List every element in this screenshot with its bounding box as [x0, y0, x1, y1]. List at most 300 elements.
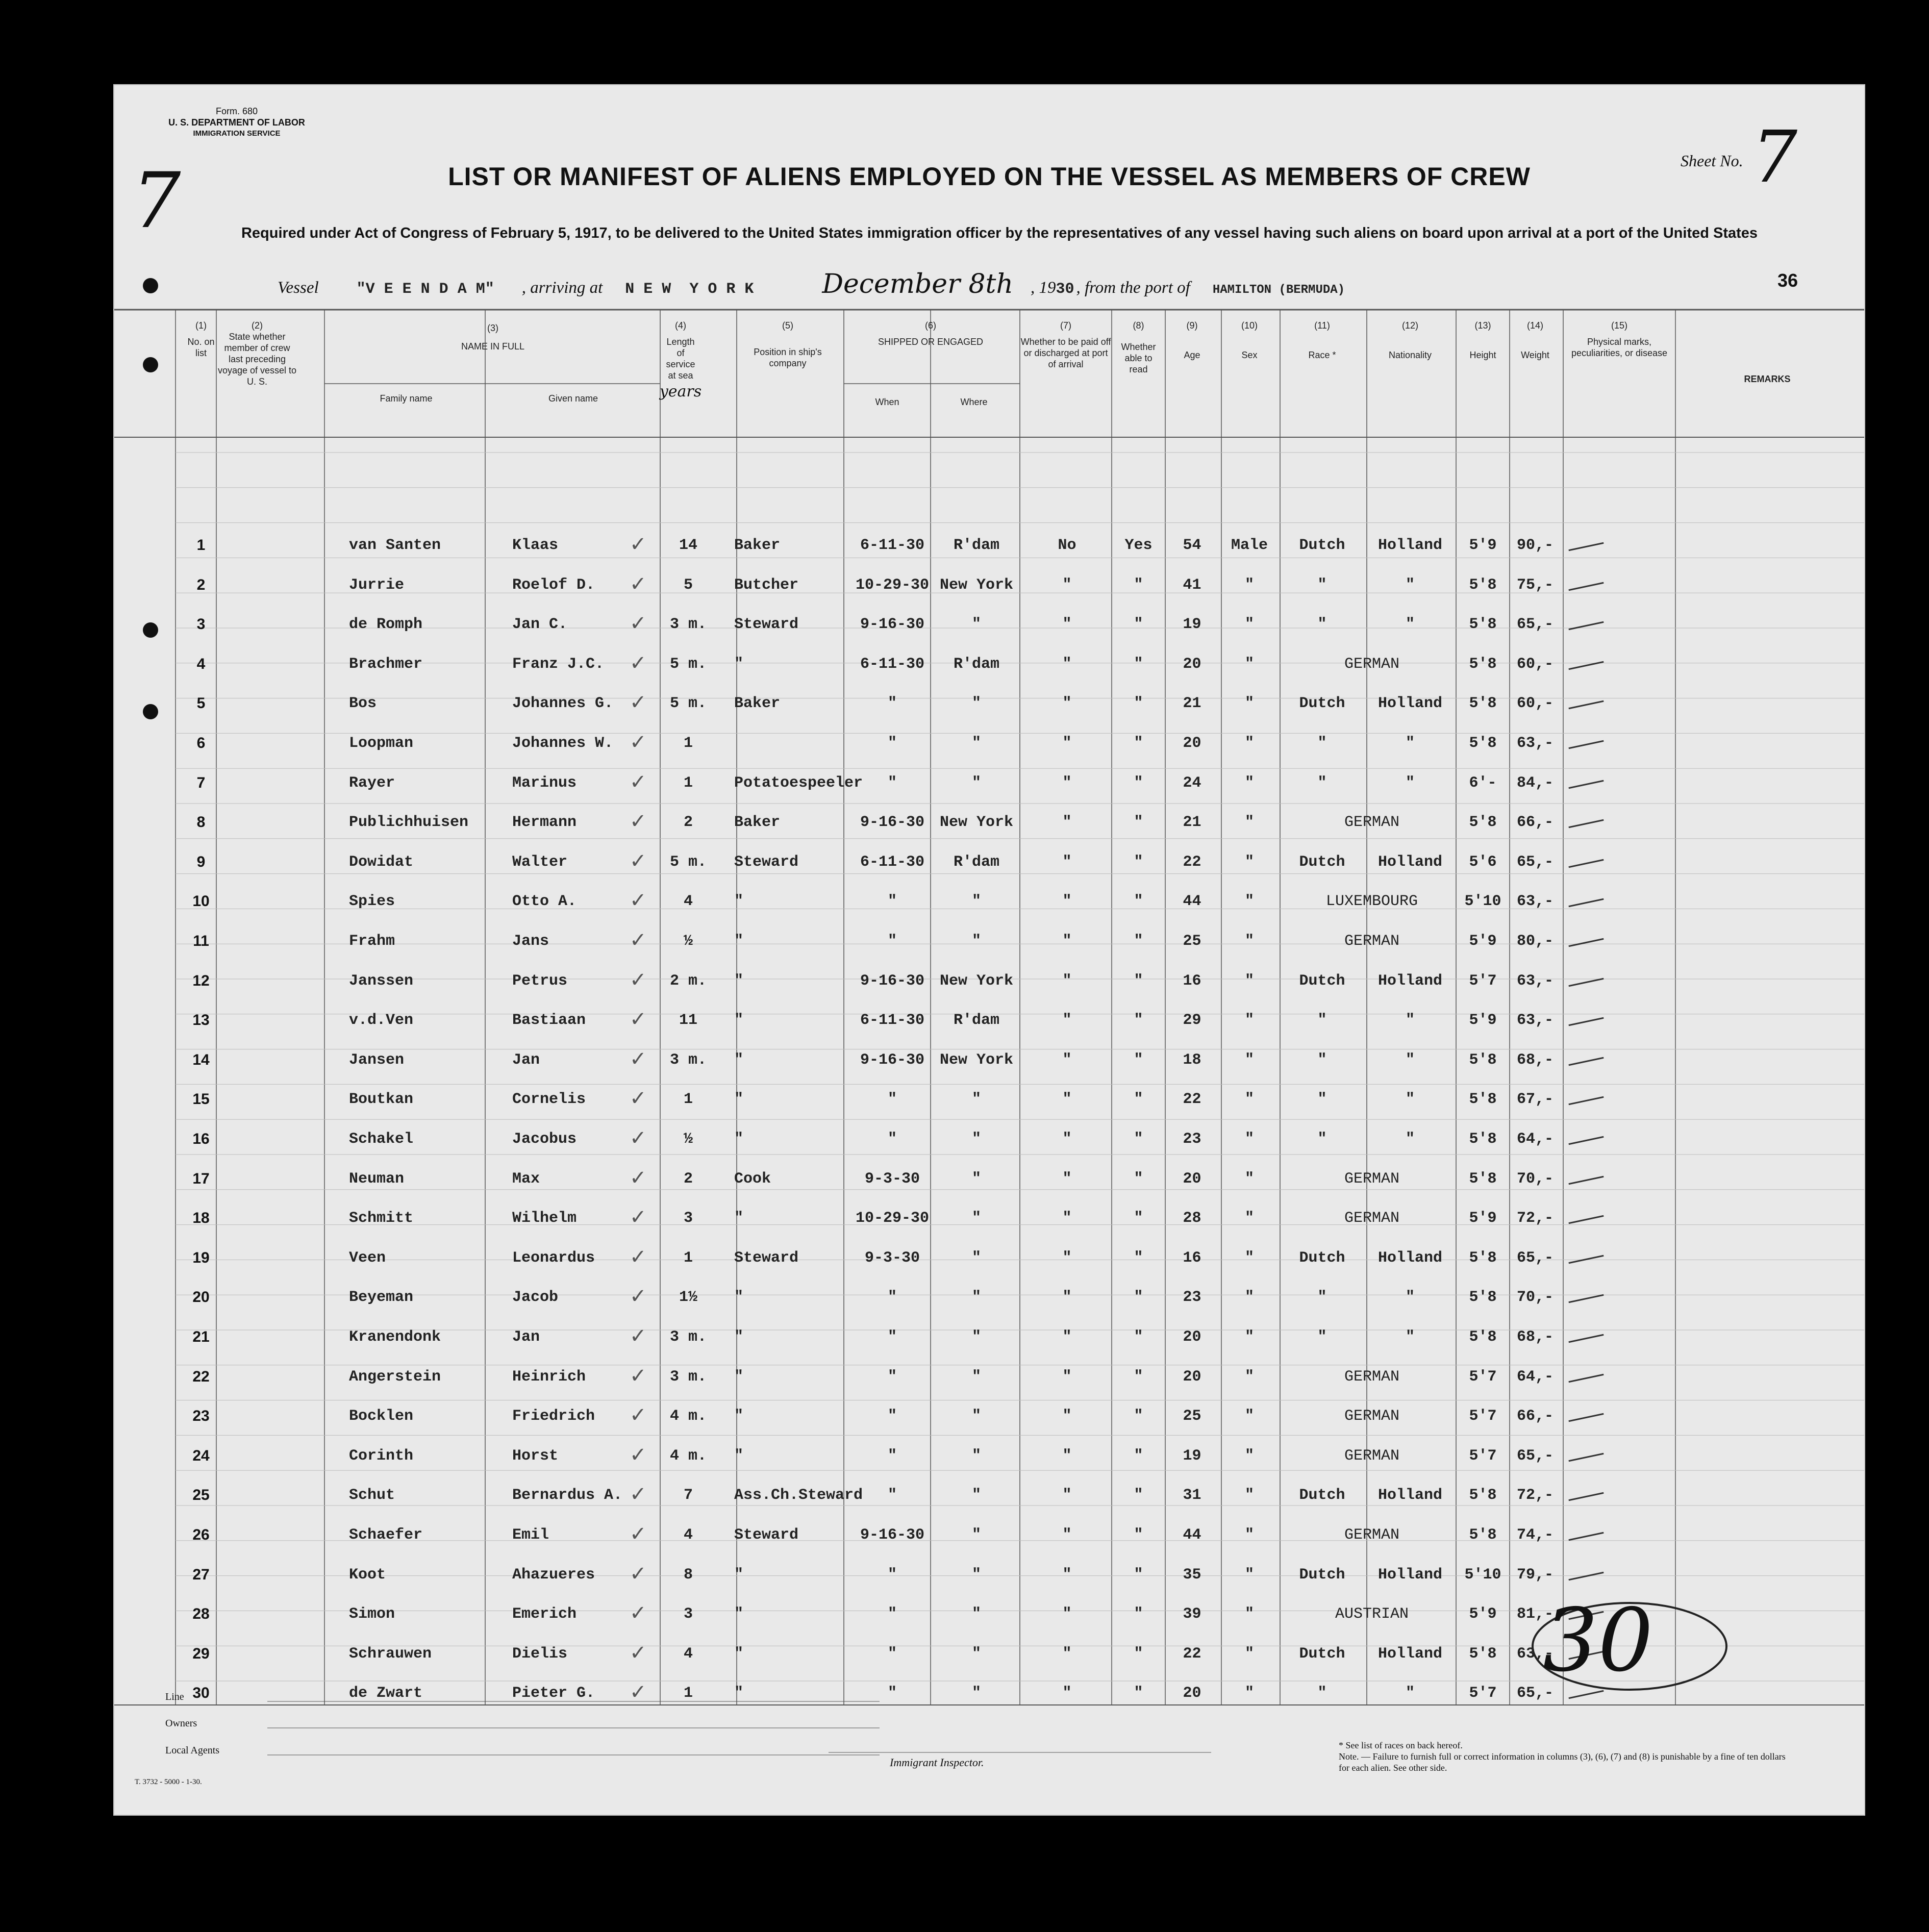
- service-length-cell: 5 m.: [669, 695, 707, 713]
- age-cell: 23: [1183, 1289, 1201, 1307]
- footnote-races: * See list of races on back hereof.: [1339, 1740, 1463, 1750]
- physical-marks-dash-icon: [1568, 1215, 1604, 1224]
- from-label: , from the port of: [1076, 279, 1190, 297]
- position-cell: Steward: [734, 1526, 799, 1544]
- race-cell: GERMAN: [1344, 933, 1400, 950]
- shipped-when-cell: ": [887, 1487, 897, 1504]
- position-cell: Steward: [734, 853, 799, 871]
- col15-label: Physical marks, peculiarities, or disease: [1571, 337, 1668, 358]
- sex-cell: ": [1244, 1447, 1254, 1465]
- nationality-cell: ": [1405, 1091, 1415, 1109]
- able-to-read-cell: ": [1134, 1408, 1143, 1425]
- check-mark-icon: ✓: [630, 889, 647, 913]
- table-row: [114, 1285, 1864, 1319]
- nationality-cell: ": [1405, 576, 1415, 594]
- position-cell: ": [734, 655, 744, 673]
- given-name-cell: Emerich: [512, 1605, 577, 1623]
- paid-off-cell: ": [1062, 972, 1072, 990]
- check-mark-icon: ✓: [630, 1206, 647, 1230]
- table-row: [114, 1324, 1864, 1359]
- service-length-cell: 3: [683, 1605, 693, 1623]
- physical-marks-dash-icon: [1568, 1373, 1604, 1382]
- row-number: 5: [196, 695, 206, 712]
- able-to-read-cell: ": [1134, 1566, 1143, 1584]
- sex-cell: ": [1244, 1408, 1254, 1425]
- race-cell: GERMAN: [1344, 1210, 1400, 1227]
- nationality-cell: ": [1405, 616, 1415, 634]
- weight-cell: 63,-: [1516, 1012, 1554, 1030]
- form-number: Form. 680: [215, 106, 258, 116]
- weight-cell: 68,-: [1516, 1328, 1554, 1346]
- height-cell: 5'8: [1469, 1051, 1497, 1069]
- col6-label: SHIPPED OR ENGAGED: [878, 337, 984, 347]
- col10-number: (10): [1241, 320, 1258, 331]
- page-title: LIST OR MANIFEST OF ALIENS EMPLOYED ON THE VESSEL AS MEMBERS OF CREW: [448, 162, 1531, 191]
- shipped-when-cell: ": [887, 1131, 897, 1148]
- age-cell: 23: [1183, 1131, 1201, 1148]
- physical-marks-dash-icon: [1568, 582, 1604, 590]
- paid-off-cell: ": [1062, 1249, 1072, 1267]
- family-name-cell: Brachmer: [349, 655, 423, 673]
- col5-number: (5): [782, 320, 793, 331]
- race-cell: GERMAN: [1344, 1526, 1400, 1544]
- row-number: 7: [196, 774, 206, 791]
- physical-marks-dash-icon: [1568, 1294, 1604, 1303]
- family-name-cell: v.d.Ven: [349, 1012, 414, 1030]
- row-number: 25: [192, 1487, 210, 1504]
- check-mark-icon: ✓: [630, 612, 647, 636]
- family-name-cell: Boutkan: [349, 1091, 414, 1109]
- age-cell: 22: [1183, 853, 1201, 871]
- height-cell: 5'10: [1464, 893, 1501, 911]
- physical-marks-dash-icon: [1568, 1690, 1604, 1699]
- weight-cell: 60,-: [1516, 695, 1554, 713]
- family-name-cell: Schaefer: [349, 1526, 423, 1544]
- paid-off-cell: ": [1062, 1328, 1072, 1346]
- service-length-cell: 3 m.: [669, 616, 707, 634]
- height-cell: 5'6: [1469, 853, 1497, 871]
- given-name-cell: Otto A.: [512, 893, 577, 911]
- check-mark-icon: ✓: [630, 1403, 647, 1427]
- weight-cell: 70,-: [1516, 1289, 1554, 1307]
- check-mark-icon: ✓: [630, 1522, 647, 1546]
- paid-off-cell: ": [1062, 1408, 1072, 1425]
- weight-cell: 80,-: [1516, 933, 1554, 950]
- family-name-cell: Koot: [349, 1566, 386, 1584]
- shipped-where-cell: ": [971, 933, 981, 950]
- col3-family-header: Family name: [380, 393, 433, 404]
- table-row: [114, 1364, 1864, 1399]
- height-cell: 5'8: [1469, 1328, 1497, 1346]
- age-cell: 25: [1183, 1408, 1201, 1425]
- shipped-where-cell: ": [971, 1289, 981, 1307]
- weight-cell: 63,-: [1516, 893, 1554, 911]
- col11-number: (11): [1314, 320, 1330, 331]
- row-number: 4: [196, 655, 206, 672]
- shipped-when-cell: ": [887, 1605, 897, 1623]
- sheet-number: 7: [1752, 116, 1798, 199]
- race-cell: ": [1317, 1091, 1327, 1109]
- position-cell: Steward: [734, 1249, 799, 1267]
- physical-marks-dash-icon: [1568, 977, 1604, 986]
- able-to-read-cell: ": [1134, 933, 1143, 950]
- paid-off-cell: ": [1062, 1012, 1072, 1030]
- position-cell: ": [734, 1566, 744, 1584]
- shipped-where-cell: ": [971, 1566, 981, 1584]
- able-to-read-cell: ": [1134, 1526, 1143, 1544]
- race-cell: GERMAN: [1344, 1170, 1400, 1188]
- sex-cell: ": [1244, 853, 1254, 871]
- weight-cell: 65,-: [1516, 616, 1554, 634]
- weight-cell: 64,-: [1516, 1131, 1554, 1148]
- position-cell: ": [734, 1447, 744, 1465]
- shipped-where-cell: ": [971, 1645, 981, 1663]
- nationality-cell: Holland: [1377, 972, 1443, 990]
- nationality-cell: ": [1405, 1289, 1415, 1307]
- paid-off-cell: ": [1062, 814, 1072, 832]
- given-name-cell: Jans: [512, 933, 549, 950]
- given-name-cell: Max: [512, 1170, 540, 1188]
- given-name-cell: Johannes W.: [512, 735, 614, 752]
- given-name-cell: Cornelis: [512, 1091, 586, 1109]
- age-cell: 16: [1183, 972, 1201, 990]
- nationality-cell: ": [1405, 774, 1415, 792]
- arrival-port: N E W Y O R K: [625, 281, 754, 298]
- table-row: [114, 1126, 1864, 1161]
- check-mark-icon: ✓: [630, 1483, 647, 1507]
- check-mark-icon: ✓: [630, 810, 647, 834]
- position-cell: Ass.Ch.Steward: [734, 1487, 863, 1504]
- position-cell: Cook: [734, 1170, 771, 1188]
- able-to-read-cell: ": [1134, 1012, 1143, 1030]
- footnote: [1339, 1740, 1798, 1773]
- weight-cell: 65,-: [1516, 1685, 1554, 1702]
- position-cell: ": [734, 972, 744, 990]
- sex-cell: ": [1244, 1249, 1254, 1267]
- table-row: [114, 1403, 1864, 1438]
- row-number: 23: [192, 1408, 210, 1425]
- given-name-cell: Jan C.: [512, 616, 568, 634]
- sex-cell: ": [1244, 1170, 1254, 1188]
- row-number: 8: [196, 814, 206, 831]
- page-number: 36: [1777, 270, 1798, 291]
- col3-number: (3): [487, 323, 498, 333]
- height-cell: 5'8: [1469, 1487, 1497, 1504]
- check-mark-icon: ✓: [630, 1364, 647, 1388]
- height-cell: 5'8: [1469, 735, 1497, 752]
- table-row: [114, 651, 1864, 686]
- family-name-cell: Schmitt: [349, 1210, 414, 1227]
- able-to-read-cell: ": [1134, 1645, 1143, 1663]
- given-name-cell: Heinrich: [512, 1368, 586, 1386]
- height-cell: 5'9: [1469, 1605, 1497, 1623]
- shipped-when-cell: ": [887, 1091, 897, 1109]
- weight-cell: 72,-: [1516, 1487, 1554, 1504]
- footer-agents-label: Local Agents: [165, 1745, 220, 1756]
- given-name-cell: Bernardus A.: [512, 1487, 623, 1504]
- height-cell: 5'8: [1469, 655, 1497, 673]
- row-number: 17: [192, 1170, 210, 1187]
- table-row: [114, 810, 1864, 844]
- age-cell: 19: [1183, 616, 1201, 634]
- physical-marks-dash-icon: [1568, 898, 1604, 907]
- check-mark-icon: ✓: [630, 968, 647, 992]
- able-to-read-cell: ": [1134, 1289, 1143, 1307]
- height-cell: 5'8: [1469, 1170, 1497, 1188]
- height-cell: 5'8: [1469, 814, 1497, 832]
- shipped-when-cell: ": [887, 893, 897, 911]
- able-to-read-cell: ": [1134, 616, 1143, 634]
- race-cell: Dutch: [1299, 1487, 1345, 1504]
- sex-cell: ": [1244, 655, 1254, 673]
- paid-off-cell: ": [1062, 576, 1072, 594]
- sex-cell: ": [1244, 814, 1254, 832]
- age-cell: 20: [1183, 1328, 1201, 1346]
- able-to-read-cell: ": [1134, 1487, 1143, 1504]
- position-cell: ": [734, 1368, 744, 1386]
- position-cell: ": [734, 933, 744, 950]
- row-number: 13: [192, 1012, 210, 1029]
- position-cell: ": [734, 1605, 744, 1623]
- position-cell: ": [734, 1012, 744, 1030]
- height-cell: 5'9: [1469, 1012, 1497, 1030]
- shipped-when-cell: 9-3-30: [864, 1249, 920, 1267]
- sex-cell: ": [1244, 1210, 1254, 1227]
- requirement-text: Required under Act of Congress of February 5, 1917, to be delivered to the United States immigration officer by the representatives of any vessel having such aliens on board upon arrival at a port of the United States: [241, 225, 1758, 241]
- race-cell: GERMAN: [1344, 655, 1400, 673]
- paid-off-cell: ": [1062, 1210, 1072, 1227]
- check-mark-icon: ✓: [630, 1562, 647, 1586]
- row-number: 19: [192, 1249, 210, 1266]
- age-cell: 41: [1183, 576, 1201, 594]
- height-cell: 5'9: [1469, 537, 1497, 554]
- sex-cell: ": [1244, 616, 1254, 634]
- able-to-read-cell: ": [1134, 735, 1143, 752]
- height-cell: 5'8: [1469, 1645, 1497, 1663]
- sex-cell: ": [1244, 774, 1254, 792]
- age-cell: 16: [1183, 1249, 1201, 1267]
- height-cell: 5'7: [1469, 972, 1497, 990]
- service-length-cell: 3: [683, 1210, 693, 1227]
- shipped-when-cell: 9-3-30: [864, 1170, 920, 1188]
- table-row: [114, 1483, 1864, 1517]
- shipped-where-cell: ": [971, 1605, 981, 1623]
- col13-label: Height: [1469, 350, 1496, 360]
- physical-marks-dash-icon: [1568, 661, 1604, 670]
- age-cell: 39: [1183, 1605, 1201, 1623]
- service-length-cell: 3 m.: [669, 1328, 707, 1346]
- paid-off-cell: ": [1062, 893, 1072, 911]
- col6-number: (6): [925, 320, 936, 331]
- position-cell: Baker: [734, 537, 781, 554]
- given-name-cell: Jan: [512, 1051, 540, 1069]
- shipped-where-cell: New York: [939, 972, 1014, 990]
- race-cell: Dutch: [1299, 1566, 1345, 1584]
- race-cell: ": [1317, 1131, 1327, 1148]
- table-row: [114, 1443, 1864, 1478]
- check-mark-icon: ✓: [630, 533, 647, 556]
- sex-cell: ": [1244, 1487, 1254, 1504]
- row-number: 15: [192, 1091, 210, 1108]
- race-cell: ": [1317, 774, 1327, 792]
- paid-off-cell: ": [1062, 1685, 1072, 1702]
- sheet-label: Sheet No.: [1681, 152, 1743, 170]
- weight-cell: 67,-: [1516, 1091, 1554, 1109]
- shipped-where-cell: ": [971, 1368, 981, 1386]
- age-cell: 20: [1183, 1368, 1201, 1386]
- able-to-read-cell: ": [1134, 814, 1143, 832]
- row-number: 2: [196, 576, 206, 593]
- age-cell: 44: [1183, 1526, 1201, 1544]
- family-name-cell: Schrauwen: [349, 1645, 432, 1663]
- paid-off-cell: ": [1062, 655, 1072, 673]
- physical-marks-dash-icon: [1568, 1136, 1604, 1145]
- col7-number: (7): [1060, 320, 1071, 331]
- age-cell: 21: [1183, 695, 1201, 713]
- service-length-cell: 3 m.: [669, 1368, 707, 1386]
- race-cell: ": [1317, 1051, 1327, 1069]
- row-number: 22: [192, 1368, 210, 1385]
- family-name-cell: Angerstein: [349, 1368, 441, 1386]
- physical-marks-dash-icon: [1568, 621, 1604, 630]
- shipped-when-cell: 10-29-30: [855, 576, 930, 594]
- sex-cell: ": [1244, 1605, 1254, 1623]
- weight-cell: 72,-: [1516, 1210, 1554, 1227]
- able-to-read-cell: ": [1134, 655, 1143, 673]
- sex-cell: ": [1244, 972, 1254, 990]
- shipped-where-cell: R'dam: [953, 1012, 999, 1030]
- punch-hole: [143, 704, 158, 719]
- given-name-cell: Walter: [512, 853, 568, 871]
- height-cell: 5'7: [1469, 1368, 1497, 1386]
- given-name-cell: Wilhelm: [512, 1210, 577, 1227]
- col3-given-header: Given name: [548, 393, 598, 404]
- shipped-where-cell: ": [971, 735, 981, 752]
- weight-cell: 63,-: [1516, 972, 1554, 990]
- physical-marks-dash-icon: [1568, 740, 1604, 749]
- able-to-read-cell: ": [1134, 1210, 1143, 1227]
- sex-cell: Male: [1231, 537, 1268, 554]
- year-value: 30: [1056, 281, 1074, 298]
- check-mark-icon: ✓: [630, 1641, 647, 1665]
- family-name-cell: de Zwart: [349, 1685, 423, 1702]
- family-name-cell: Jansen: [349, 1051, 405, 1069]
- nationality-cell: ": [1405, 1131, 1415, 1148]
- col12-label: Nationality: [1388, 350, 1432, 360]
- sex-cell: ": [1244, 1289, 1254, 1307]
- shipped-when-cell: ": [887, 933, 897, 950]
- col8-number: (8): [1133, 320, 1144, 331]
- height-cell: 5'9: [1469, 933, 1497, 950]
- sex-cell: ": [1244, 893, 1254, 911]
- given-name-cell: Hermann: [512, 814, 577, 832]
- table-row: [114, 1008, 1864, 1042]
- physical-marks-dash-icon: [1568, 1492, 1604, 1501]
- family-name-cell: Neuman: [349, 1170, 405, 1188]
- position-cell: ": [734, 1685, 744, 1702]
- nationality-cell: Holland: [1377, 1566, 1443, 1584]
- service-length-cell: 4: [683, 893, 693, 911]
- col4-label: Length of service at sea: [666, 337, 695, 381]
- footer-line-label: Line: [165, 1691, 184, 1702]
- race-cell: Dutch: [1299, 1645, 1345, 1663]
- able-to-read-cell: ": [1134, 853, 1143, 871]
- height-cell: 5'8: [1469, 616, 1497, 634]
- remarks-header: REMARKS: [1744, 374, 1791, 384]
- punch-hole: [143, 622, 158, 638]
- table-row: [114, 1522, 1864, 1557]
- weight-cell: 79,-: [1516, 1566, 1554, 1584]
- age-cell: 20: [1183, 735, 1201, 752]
- shipped-where-cell: New York: [939, 814, 1014, 832]
- physical-marks-dash-icon: [1568, 1096, 1604, 1105]
- col3-label: NAME IN FULL: [461, 341, 525, 352]
- service-length-cell: 1: [683, 1249, 693, 1267]
- row-number: 30: [192, 1685, 210, 1702]
- col10-label: Sex: [1241, 350, 1258, 360]
- paid-off-cell: ": [1062, 1566, 1072, 1584]
- given-name-cell: Pieter G.: [512, 1685, 595, 1702]
- given-name-cell: Friedrich: [512, 1408, 595, 1425]
- col2-label: State whether member of crew last preceding voyage of vessel to U. S.: [217, 332, 297, 387]
- position-cell: Baker: [734, 695, 781, 713]
- family-name-cell: Beyeman: [349, 1289, 414, 1307]
- paid-off-cell: ": [1062, 1605, 1072, 1623]
- weight-cell: 66,-: [1516, 814, 1554, 832]
- nationality-cell: Holland: [1377, 1645, 1443, 1663]
- col6-where-header: Where: [960, 397, 988, 407]
- punch-hole: [143, 357, 158, 372]
- shipped-when-cell: 9-16-30: [860, 814, 925, 832]
- family-name-cell: Simon: [349, 1605, 395, 1623]
- height-cell: 5'8: [1469, 1131, 1497, 1148]
- shipped-where-cell: ": [971, 1526, 981, 1544]
- race-cell: Dutch: [1299, 972, 1345, 990]
- position-cell: ": [734, 893, 744, 911]
- height-cell: 5'8: [1469, 1289, 1497, 1307]
- sex-cell: ": [1244, 933, 1254, 950]
- able-to-read-cell: ": [1134, 1091, 1143, 1109]
- table-row: [114, 849, 1864, 884]
- col7-label: Whether to be paid off or discharged at port of arrival: [1020, 337, 1111, 369]
- age-cell: 54: [1183, 537, 1201, 554]
- weight-cell: 65,-: [1516, 853, 1554, 871]
- shipped-when-cell: 6-11-30: [860, 537, 925, 554]
- given-name-cell: Bastiaan: [512, 1012, 586, 1030]
- family-name-cell: Bos: [349, 695, 377, 713]
- sex-cell: ": [1244, 1328, 1254, 1346]
- shipped-where-cell: ": [971, 1170, 981, 1188]
- service-length-cell: 4: [683, 1645, 693, 1663]
- race-cell: ": [1317, 1328, 1327, 1346]
- shipped-when-cell: ": [887, 695, 897, 713]
- family-name-cell: Jurrie: [349, 576, 405, 594]
- age-cell: 28: [1183, 1210, 1201, 1227]
- vessel-name: "V E E N D A M": [356, 281, 494, 298]
- shipped-where-cell: ": [971, 1249, 981, 1267]
- table-row: [114, 1245, 1864, 1280]
- weight-cell: 66,-: [1516, 1408, 1554, 1425]
- shipped-where-cell: R'dam: [953, 853, 999, 871]
- table-row: [114, 533, 1864, 567]
- inspector-label: Immigrant Inspector.: [890, 1756, 984, 1769]
- shipped-where-cell: ": [971, 695, 981, 713]
- physical-marks-dash-icon: [1568, 1453, 1604, 1462]
- given-name-cell: Jan: [512, 1328, 540, 1346]
- paid-off-cell: ": [1062, 1051, 1072, 1069]
- table-row: [114, 1206, 1864, 1240]
- able-to-read-cell: ": [1134, 576, 1143, 594]
